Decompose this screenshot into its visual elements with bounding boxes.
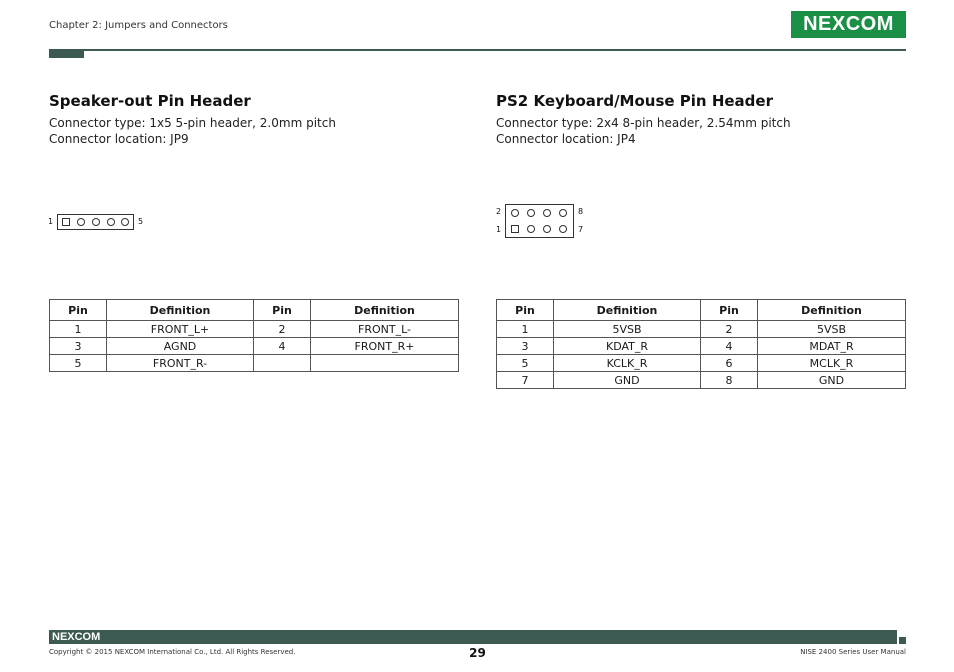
table-cell xyxy=(311,355,459,372)
table-cell: 3 xyxy=(50,338,107,355)
table-cell: MCLK_R xyxy=(758,355,906,372)
footer-corner-block xyxy=(899,637,906,644)
table-cell: 8 xyxy=(701,372,758,389)
header-cell: Definition xyxy=(107,300,254,321)
ps2-pin-header-diagram xyxy=(505,204,574,238)
footer-bar xyxy=(49,630,890,644)
ps2-pin-table xyxy=(496,299,906,389)
ps2-pin-label-top-right: 8 xyxy=(578,207,584,216)
table-cell: FRONT_R+ xyxy=(311,338,459,355)
table-row xyxy=(497,321,906,338)
page-number: 29 xyxy=(469,646,486,660)
footer-corner-block xyxy=(890,637,897,644)
speaker-pin-table xyxy=(49,299,459,372)
pin-circle xyxy=(559,209,567,217)
table-cell: FRONT_L- xyxy=(311,321,459,338)
header-cell: Pin xyxy=(497,300,554,321)
logo-text: NEXCOM xyxy=(803,13,894,35)
header-cell: Pin xyxy=(254,300,311,321)
header-divider xyxy=(49,49,906,51)
table-cell: 5VSB xyxy=(758,321,906,338)
ps2-section-title: PS2 Keyboard/Mouse Pin Header xyxy=(496,92,773,110)
ps2-pin-label-top-left: 2 xyxy=(496,207,502,216)
table-cell: 3 xyxy=(497,338,554,355)
ps2-connector-location: Connector location: JP4 xyxy=(496,132,636,146)
header-cell: Pin xyxy=(701,300,758,321)
speaker-pin-label-right: 5 xyxy=(138,217,144,226)
pin-circle xyxy=(559,225,567,233)
table-cell: 7 xyxy=(497,372,554,389)
table-cell: KCLK_R xyxy=(554,355,701,372)
footer-logo: NEXCOM xyxy=(52,631,101,643)
table-header-row xyxy=(497,300,906,321)
header-cell: Definition xyxy=(311,300,459,321)
chapter-title: Chapter 2: Jumpers and Connectors xyxy=(49,20,228,31)
table-row xyxy=(497,338,906,355)
pin-circle xyxy=(107,218,115,226)
pin-1-square xyxy=(62,218,70,226)
table-cell: 4 xyxy=(701,338,758,355)
header-cell: Definition xyxy=(758,300,906,321)
pin-circle xyxy=(543,209,551,217)
table-cell: FRONT_R- xyxy=(107,355,254,372)
table-cell: 2 xyxy=(701,321,758,338)
speaker-section-title: Speaker-out Pin Header xyxy=(49,92,251,110)
table-header-row xyxy=(50,300,459,321)
table-cell: KDAT_R xyxy=(554,338,701,355)
header-cell: Definition xyxy=(554,300,701,321)
speaker-pin-header-diagram xyxy=(57,214,134,230)
table-row xyxy=(50,321,459,338)
nexcom-logo xyxy=(791,11,906,38)
table-cell: 6 xyxy=(701,355,758,372)
pin-circle xyxy=(543,225,551,233)
table-row xyxy=(497,355,906,372)
manual-title: NISE 2400 Series User Manual xyxy=(800,648,906,656)
pin-circle xyxy=(527,225,535,233)
table-cell: 1 xyxy=(497,321,554,338)
ps2-connector-type: Connector type: 2x4 8-pin header, 2.54mm pitch xyxy=(496,116,791,130)
table-cell: 5VSB xyxy=(554,321,701,338)
pin-circle xyxy=(77,218,85,226)
pin-1-square xyxy=(511,225,519,233)
speaker-connector-location: Connector location: JP9 xyxy=(49,132,189,146)
table-cell: 5 xyxy=(497,355,554,372)
speaker-connector-type: Connector type: 1x5 5-pin header, 2.0mm pitch xyxy=(49,116,336,130)
speaker-pin-label-left: 1 xyxy=(48,217,54,226)
table-row xyxy=(50,355,459,372)
header-cell: Pin xyxy=(50,300,107,321)
table-cell: 5 xyxy=(50,355,107,372)
ps2-pin-label-bottom-right: 7 xyxy=(578,225,584,234)
table-cell: 1 xyxy=(50,321,107,338)
copyright-text: Copyright © 2015 NEXCOM International Co., Ltd. All Rights Reserved. xyxy=(49,648,296,656)
pin-circle xyxy=(121,218,129,226)
table-cell xyxy=(254,355,311,372)
table-row xyxy=(50,338,459,355)
table-cell: 2 xyxy=(254,321,311,338)
pin-circle xyxy=(527,209,535,217)
table-cell: AGND xyxy=(107,338,254,355)
footer-corner-block xyxy=(890,630,897,637)
table-cell: MDAT_R xyxy=(758,338,906,355)
pin-circle xyxy=(511,209,519,217)
header-tab xyxy=(49,51,84,58)
pin-circle xyxy=(92,218,100,226)
table-cell: 4 xyxy=(254,338,311,355)
table-cell: GND xyxy=(758,372,906,389)
table-cell: FRONT_L+ xyxy=(107,321,254,338)
ps2-pin-label-bottom-left: 1 xyxy=(496,225,502,234)
table-cell: GND xyxy=(554,372,701,389)
table-row xyxy=(497,372,906,389)
